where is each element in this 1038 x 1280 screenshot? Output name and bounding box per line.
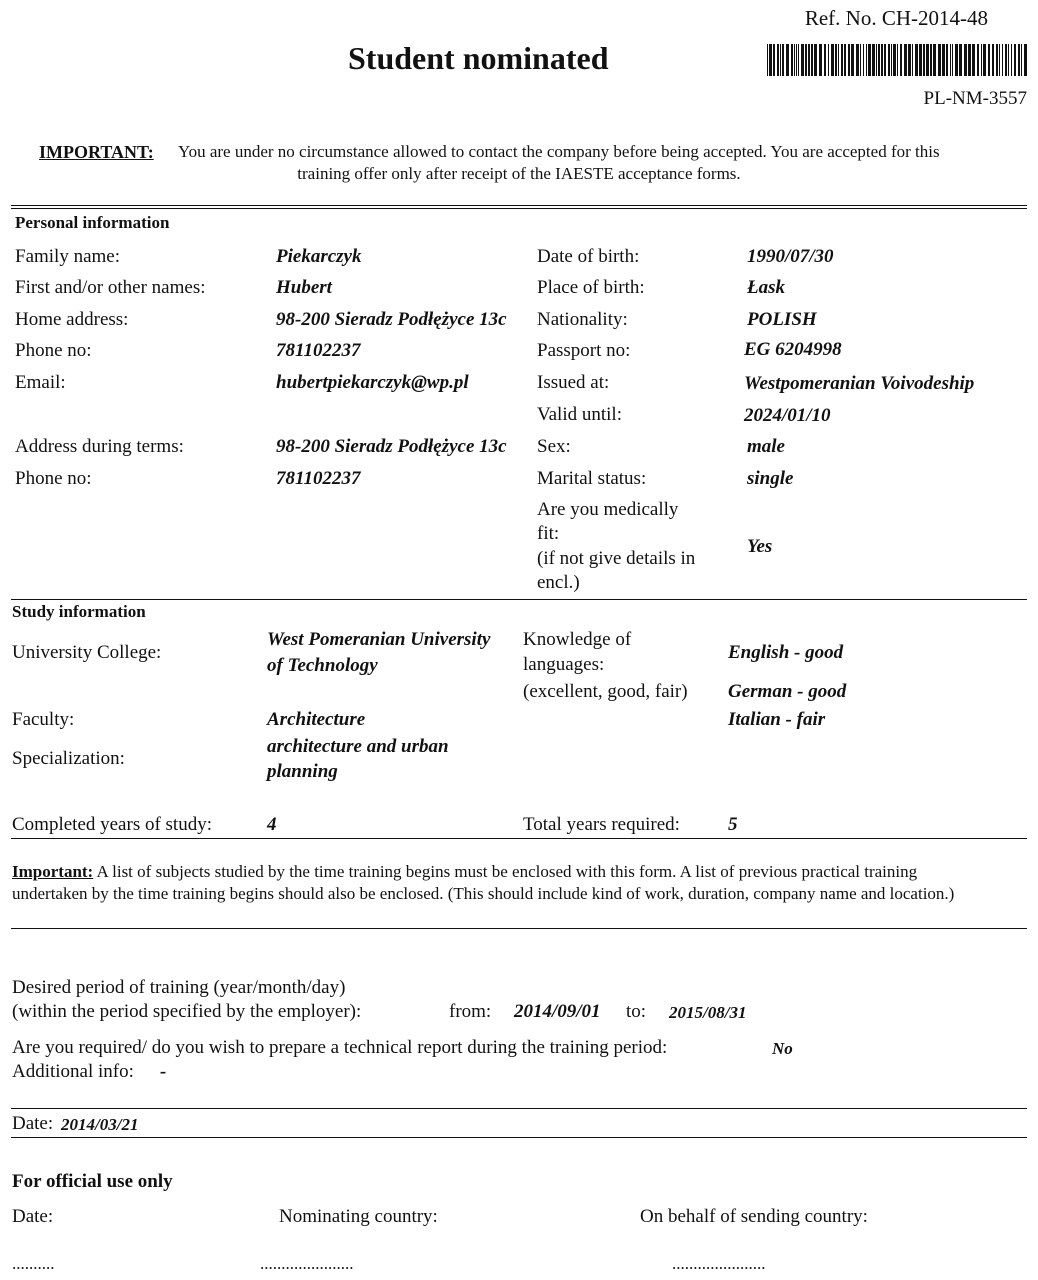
nationality-value: POLISH — [747, 309, 817, 330]
phone-label: Phone no: — [15, 340, 92, 361]
address-terms-label: Address during terms: — [15, 436, 184, 457]
date-label: Date: — [12, 1113, 54, 1134]
nominating-country-dots: ...................... — [260, 1254, 354, 1273]
section-divider — [11, 599, 1027, 600]
nationality-label: Nationality: — [537, 309, 628, 330]
phone2-value: 781102237 — [276, 468, 361, 489]
sending-country-label: On behalf of sending country: — [640, 1206, 868, 1227]
home-address-value: 98-200 Sieradz Podłężyce 13c — [276, 309, 507, 330]
marital-value: single — [747, 468, 794, 489]
report-question: Are you required/ do you wish to prepare a technical report during the training period: — [12, 1037, 668, 1058]
first-names-label: First and/or other names: — [15, 277, 206, 298]
email-label: Email: — [15, 372, 66, 393]
phone-value: 781102237 — [276, 340, 361, 361]
page-title: Student nominated — [348, 40, 609, 76]
languages-label-line3: (excellent, good, fair) — [523, 681, 688, 702]
email-value: hubertpiekarczyk@wp.pl — [276, 372, 469, 393]
medical-value: Yes — [747, 536, 773, 557]
valid-until-label: Valid until: — [537, 404, 622, 425]
phone2-label: Phone no: — [15, 468, 92, 489]
official-date-label: Date: — [12, 1206, 54, 1227]
important-text-line2: training offer only after receipt of the IAESTE acceptance forms. — [297, 164, 741, 183]
additional-info-value: - — [160, 1061, 167, 1082]
reference-number: Ref. No. CH-2014-48 — [804, 6, 988, 30]
university-value-line1: West Pomeranian University — [267, 629, 491, 650]
issued-at-label: Issued at: — [537, 372, 610, 393]
languages-label-line1: Knowledge of — [523, 629, 632, 650]
dob-label: Date of birth: — [537, 246, 640, 267]
personal-info-heading: Personal information — [15, 213, 170, 232]
study-info-heading: Study information — [12, 602, 146, 621]
pob-label: Place of birth: — [537, 277, 645, 298]
university-label: University College: — [12, 642, 162, 663]
completed-years-label: Completed years of study: — [12, 814, 212, 835]
language-item: German - good — [728, 681, 847, 702]
medical-label-line1: Are you medically — [537, 499, 679, 520]
passport-value: EG 6204998 — [744, 339, 842, 360]
language-item: Italian - fair — [728, 709, 826, 730]
official-use-heading: For official use only — [12, 1171, 173, 1192]
section-divider — [11, 928, 1027, 929]
date-value: 2014/03/21 — [61, 1115, 139, 1134]
university-value-line2: of Technology — [267, 655, 378, 676]
section-divider — [11, 1108, 1027, 1109]
total-years-value: 5 — [728, 814, 738, 835]
dob-value: 1990/07/30 — [747, 246, 834, 267]
faculty-value: Architecture — [267, 709, 366, 730]
specialization-value-line1: architecture and urban — [267, 736, 449, 757]
passport-label: Passport no: — [537, 340, 631, 361]
family-name-label: Family name: — [15, 246, 121, 267]
total-years-label: Total years required: — [523, 814, 680, 835]
languages-label-line2: languages: — [523, 654, 605, 675]
sending-country-dots: ...................... — [672, 1254, 766, 1273]
important-note-line1 — [12, 862, 917, 882]
medical-label-line3: (if not give details in — [537, 548, 696, 569]
marital-label: Marital status: — [537, 468, 647, 489]
completed-years-value: 4 — [267, 814, 277, 835]
training-period-line1: Desired period of training (year/month/day) — [12, 977, 346, 998]
issued-at-value: Westpomeranian Voivodeship — [744, 373, 975, 394]
language-item: English - good — [728, 642, 844, 663]
first-names-value: Hubert — [276, 277, 332, 298]
from-label: from: — [449, 1001, 492, 1022]
section-divider — [11, 838, 1027, 839]
to-value: 2015/08/31 — [669, 1003, 747, 1022]
important-label: IMPORTANT: — [39, 142, 154, 162]
specialization-value-line2: planning — [267, 761, 338, 782]
section-divider — [11, 205, 1027, 209]
to-label: to: — [626, 1001, 647, 1022]
home-address-label: Home address: — [15, 309, 129, 330]
from-value: 2014/09/01 — [514, 1001, 601, 1022]
training-period-line2: (within the period specified by the employer): — [12, 1001, 362, 1022]
important-note-label: Important: — [12, 862, 94, 881]
important-note-line2: undertaken by the time training begins should also be enclosed. (This should include kind of work, duration, company name and location.) — [12, 884, 955, 903]
medical-label-line4: encl.) — [537, 572, 580, 593]
family-name-value: Piekarczyk — [276, 246, 362, 267]
specialization-label: Specialization: — [12, 748, 125, 769]
nominating-country-label: Nominating country: — [279, 1206, 438, 1227]
barcode — [767, 44, 1029, 76]
faculty-label: Faculty: — [12, 709, 75, 730]
additional-info-label: Additional info: — [12, 1061, 134, 1082]
important-note-text1: A list of subjects studied by the time training begins must be enclosed with this form. A list of previous practical training — [96, 862, 918, 881]
pob-value: Łask — [747, 277, 785, 298]
nomination-code: PL-NM-3557 — [923, 88, 1027, 109]
official-date-dots: .......... — [12, 1254, 55, 1273]
important-text-line1: You are under no circumstance allowed to contact the company before being accepted. You are accepted for this — [178, 142, 940, 161]
section-divider — [11, 1137, 1027, 1138]
address-terms-value: 98-200 Sieradz Podłężyce 13c — [276, 436, 507, 457]
valid-until-value: 2024/01/10 — [744, 405, 831, 426]
sex-label: Sex: — [537, 436, 571, 457]
medical-label-line2: fit: — [537, 523, 560, 544]
sex-value: male — [747, 436, 785, 457]
report-value: No — [772, 1039, 793, 1058]
